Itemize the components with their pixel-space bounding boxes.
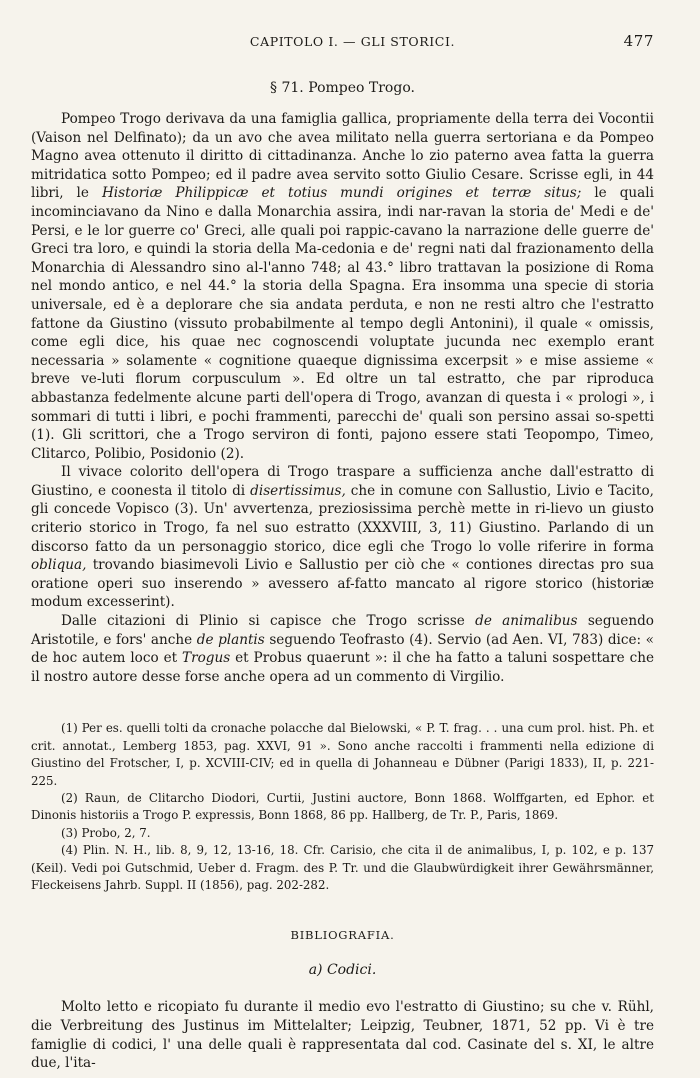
footnote-4: (4) Plin. N. H., lib. 8, 9, 12, 13-16, 18. Cfr. Carisio, che cita il de animalibus, I, p. 102, e p. 137 (Keil). Vedi poi Gutschmid, Ueber d. Fragm. des P. Tr. und die Glaubwürdigkeit ihrer Gewährsmänner, Fleckeisens Jahrb. Suppl. II (1856), pag. 202-282. bbox=[31, 843, 654, 893]
text-run: seguendo Teofrasto (4). Servio (ad Aen. VI, 783) dice: « de hoc autem loco et bbox=[31, 631, 654, 667]
bibliography-subheading: a) Codici. bbox=[308, 962, 377, 979]
page-number: 477 bbox=[623, 32, 654, 50]
footnote-2: (2) Raun, de Clitarcho Diodori, Curtii, Justini auctore, Bonn 1868. Wolffgarten, ed Ephor. et Dinonis historiis a Trogo P. expressis, Bonn 1868, 86 pp. Hallberg, de Tr. P., Paris, 1869. bbox=[31, 791, 654, 823]
running-title: CAPITOLO I. — GLI STORICI. bbox=[249, 34, 456, 49]
text-run: Il vivace colorito dell'opera di Trogo traspare a sufficienza anche dall'estratto di Giustino, e coonesta il titolo di bbox=[31, 464, 654, 499]
bibliography-text bbox=[31, 998, 654, 1072]
text-run: Pompeo Trogo derivava da una famiglia gallica, propriamente della terra dei Vocontii (Vaison nel Delfinato); da un avo che avea militato nella guerra sertoriana e da Pompeo Magno avea ottenuto il diritto di cittadinanza. Anche lo zio paterno avea fatta la guerra mitridatica sotto Pompeo; ed il padre avea servito sotto Giulio Cesare. Scrisse egli, in 44 libri, le bbox=[31, 111, 654, 202]
italic-run: de plantis bbox=[196, 631, 265, 648]
running-head bbox=[31, 34, 654, 56]
text-run: seguendo Aristotile, e fors' anche bbox=[31, 613, 654, 648]
footnote-1: (1) Per es. quelli tolti da cronache polacche dal Bielowski, « P. T. frag. . . una cum prol. hist. Ph. et crit. annotat., Lemberg 1853, pag. XXVI, 91 ». Sono anche raccolti i frammenti nella edizione di Giustino del Frotscher, I, p. XCVIII-CIV; ed in quella di Johanneau e Dübner (Parigi 1833), II, p. 221-225. bbox=[31, 721, 654, 788]
italic-run: obliqua, bbox=[31, 557, 87, 574]
italic-run: de animalibus bbox=[475, 613, 578, 630]
italic-run: Trogus bbox=[182, 650, 231, 667]
body-paragraph bbox=[31, 463, 654, 612]
footnotes bbox=[31, 720, 654, 894]
text-run: trovando biasimevoli Livio e Sallustio per ciò che « contiones directas pro sua oratione operi suo inserendo » avessero af-fatto mancato al rigore storico (historiæ modum excesserint). bbox=[31, 557, 654, 611]
text-run: le quali incominciavano da Nino e dalla Monarchia assira, indi nar-ravan la storia de' Medi e de' Persi, e le lor guerre co' Greci, alle quali poi rappic-cavano la narrazione delle guerre de' Greci tra loro, e quindi la storia della Ma-cedonia e de' regni nati dal frazionamento della Monarchia di Alessandro sino al-l'anno 748; al 43.° libro trattavan la posizione di Roma nel mondo antico, e nel 44.° la storia della Spagna. Era insomma una specie di storia universale, ed è a deplorare che sia andata perduta, e non ne resti altro che l'estratto fattone da Giustino (vissuto probabilmente al tempo degli Antonini), il quale « omissis, come egli dice, his quae nec cognoscendi voluptate jucunda nec exemplo erant necessaria » solamente « cognitione quaeque dignissima excerpsit » e mise assieme « breve ve-luti florum corpusculum ». Ed oltre un tal estratto, che par riproduca abbastanza fedelmente alcune parti dell'opera di Trogo, avanzan di questa i « prologi », i sommari di tutti i libri, e pochi frammenti, parecchi de' quali son persino assai so-spetti (1). Gli scrittori, che a Trogo serviron di fonti, pajono essere stati Teopompo, Timeo, Clitarco, Polibio, Posidonio (2). bbox=[31, 185, 654, 462]
bibliography-paragraph: Molto letto e ricopiato fu durante il medio evo l'estratto di Giustino; su che v. Rühl, die Verbreitung des Justinus im Mittelalter; Leipzig, Teubner, 1871, 52 pp. Vi è tre famiglie di codici, l' una delle quali è rappresentata dal cod. Casinate del s. XI, le altre due, l'ita- bbox=[31, 999, 654, 1072]
italic-title-run: Historiæ Philippicæ et totius mundi origines et terræ situs; bbox=[101, 185, 582, 202]
body-paragraph bbox=[31, 612, 654, 686]
section-heading: § 71. Pompeo Trogo. bbox=[270, 80, 415, 96]
text-run: et Probus quaerunt »: il che ha fatto a taluni sospettare che il nostro autore desse forse anche opera ad un commento di Virgilio. bbox=[31, 650, 654, 685]
body-paragraph bbox=[31, 110, 654, 463]
text-run: che in comune con Sallustio, Livio e Tacito, gli concede Vopisco (3). Un' avvertenza, preziosissima perchè mette in ri-lievo un giusto criterio storico in Trogo, fa nel suo estratto (XXXVIII, 3, 11) Giustino. Parlando di un discorso fatto da un personaggio storico, dice egli che Trogo lo volle riferire in forma bbox=[31, 482, 654, 555]
body-text bbox=[31, 110, 654, 686]
text-run: Dalle citazioni di Plinio si capisce che Trogo scrisse bbox=[61, 613, 476, 630]
footnote-3: (3) Probo, 2, 7. bbox=[61, 825, 151, 840]
bibliography-heading: BIBLIOGRAFIA. bbox=[290, 928, 395, 943]
italic-run: disertissimus, bbox=[250, 482, 346, 499]
